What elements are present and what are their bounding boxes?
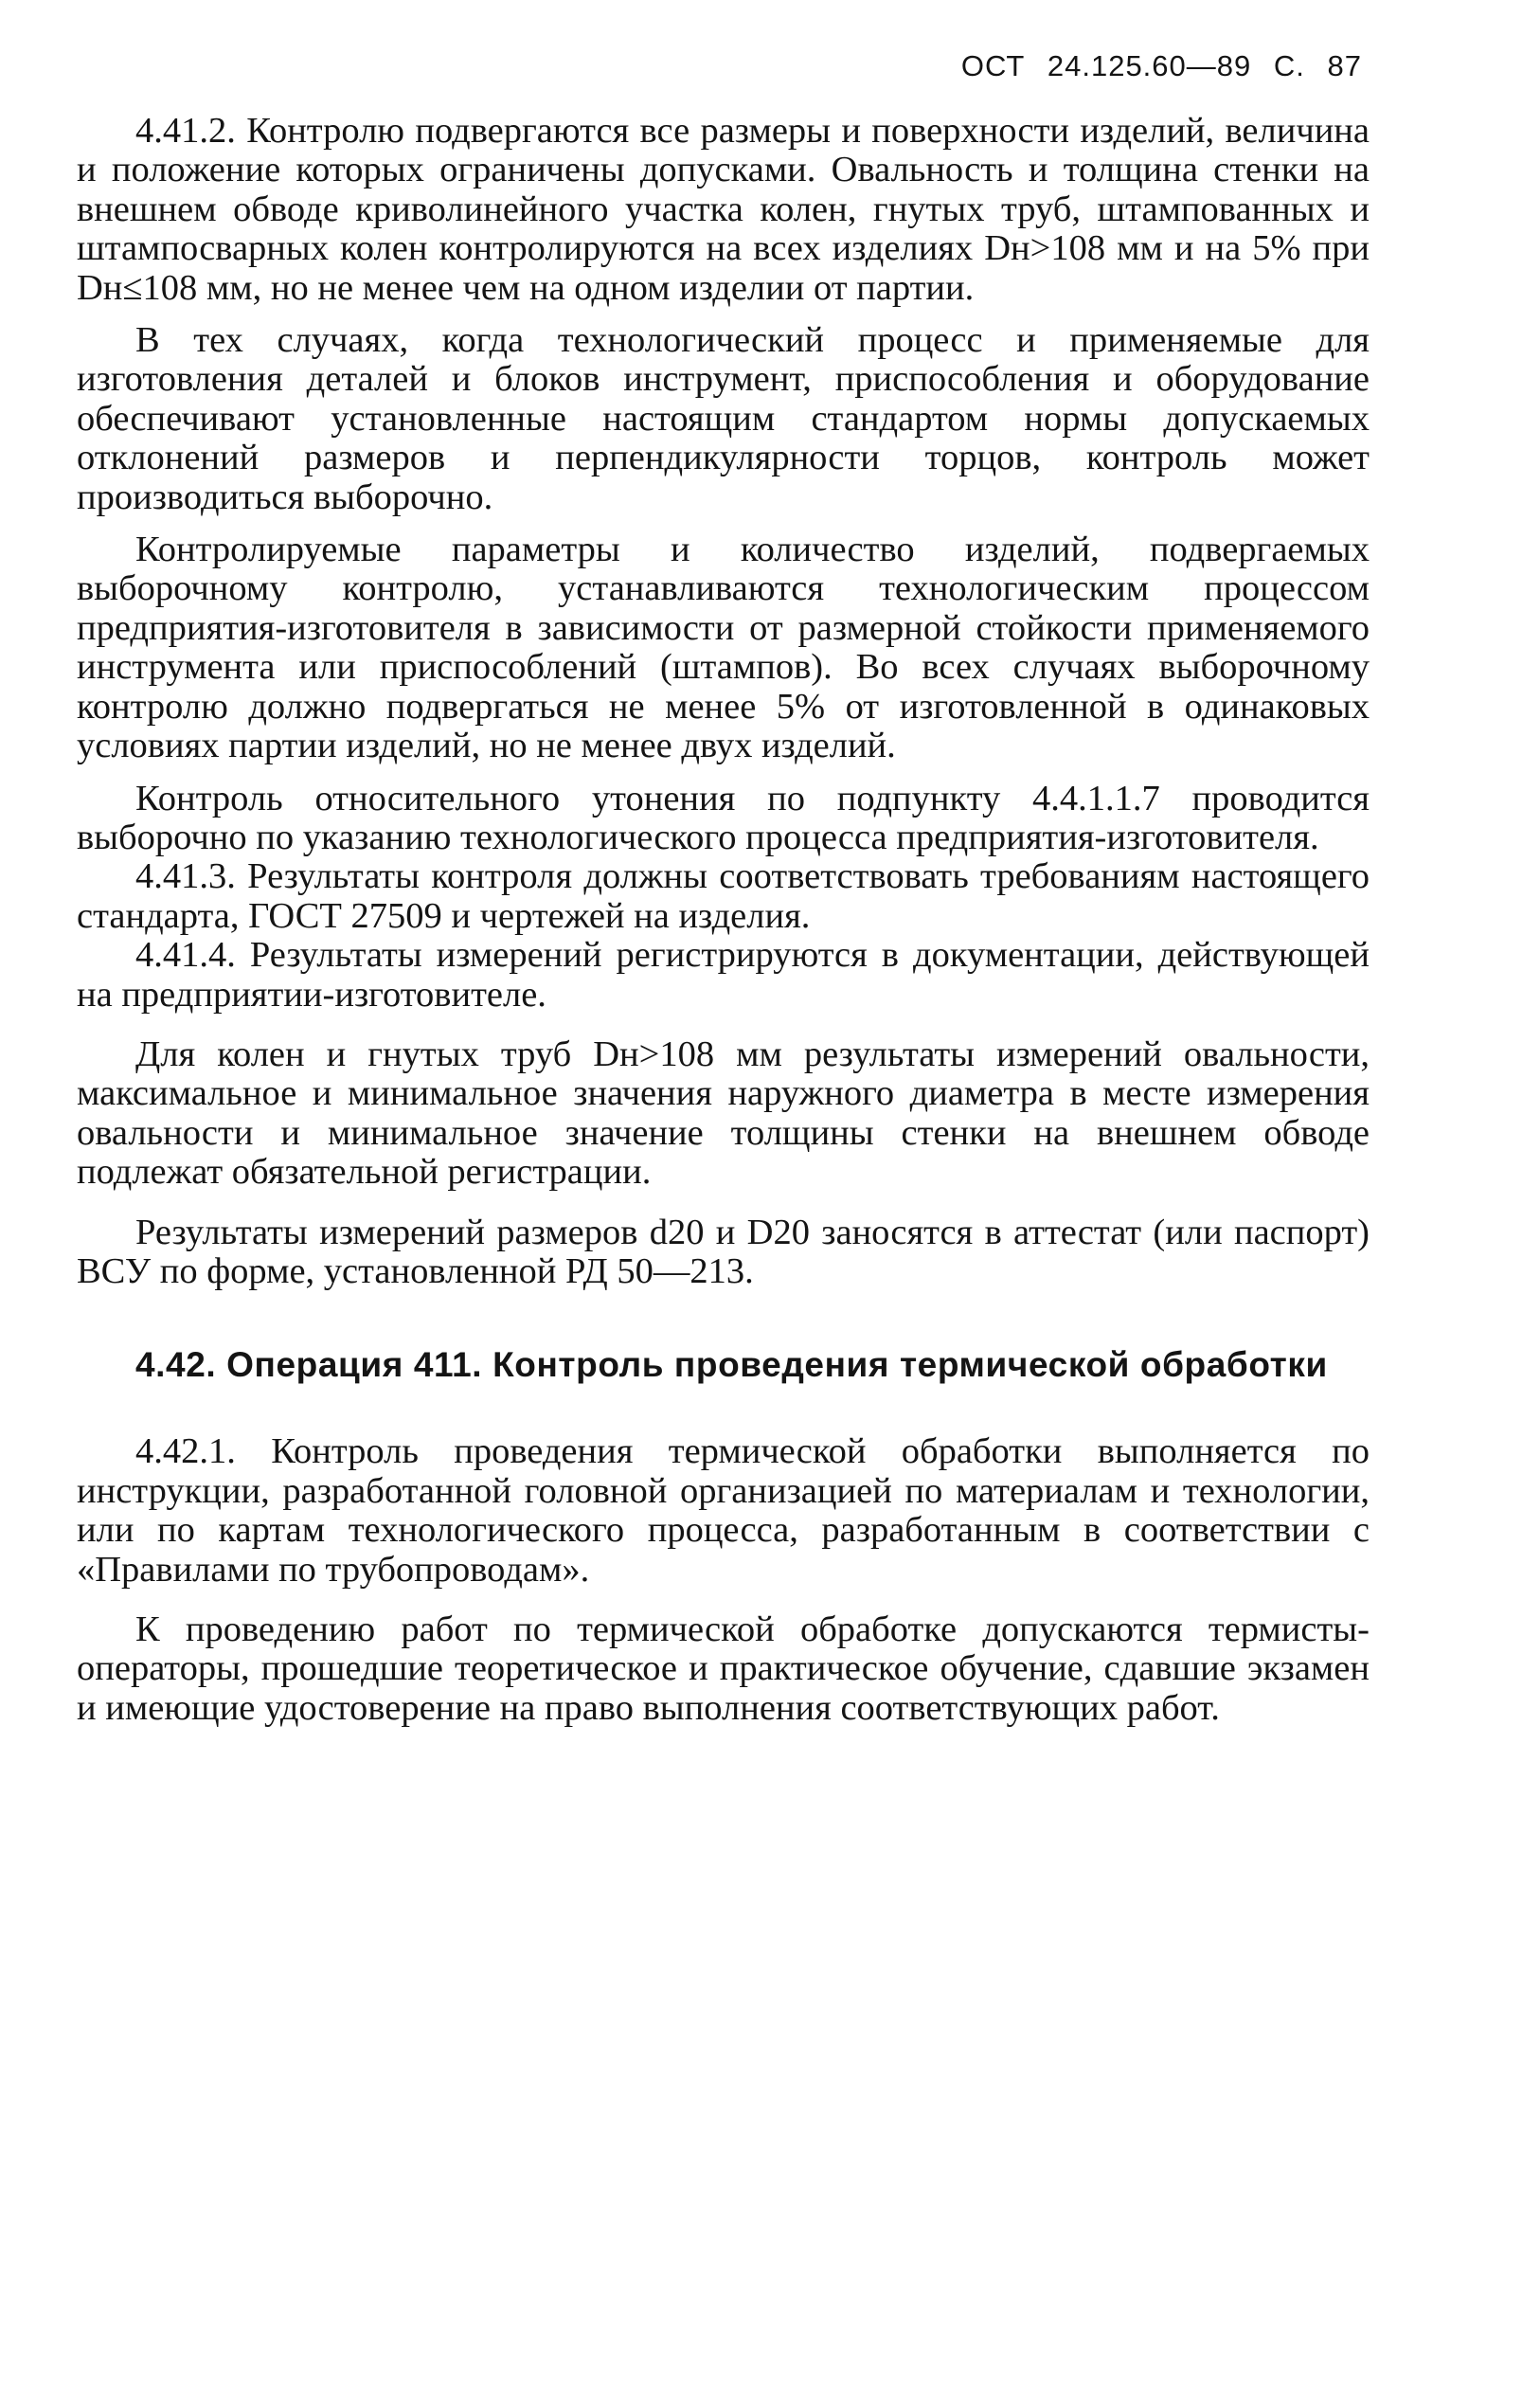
document-body bbox=[77, 112, 1370, 1728]
paragraph-selective-control: В тех случаях, когда технологический процесс и применяемые для изготовления деталей и блоков инструмент, приспособления и оборудование обеспечивают установленные настоящим стандартом нормы допускаемых отклонений размеров и перпендикулярности торцов, контроль может производиться выборочно. bbox=[77, 320, 1370, 517]
section-heading-4-42: 4.42. Операция 411. Контроль проведения термической обработки bbox=[135, 1345, 1328, 1385]
paragraph-4-41-2: 4.41.2. Контролю подвергаются все размеры и поверхности изделий, величина и положение которых ограничены допусками. Овальность и толщина стенки на внешнем обводе криволинейного участка колен, гнутых труб, штампованных и штампосварных колен контролируются на всех изделиях Dн>108 мм и на 5% при Dн≤108 мм, но не менее чем на одном изделии от партии. bbox=[77, 111, 1370, 308]
paragraph-certificate: Результаты измерений размеров d20 и D20 заносятся в аттестат (или паспорт) ВСУ по форме, установленной РД 50—213. bbox=[77, 1212, 1370, 1291]
page-number: С. 87 bbox=[1273, 49, 1362, 82]
paragraph-registration: Для колен и гнутых труб Dн>108 мм результаты измерений овальности, максимальное и минимальное значения наружного диаметра в месте измерения овальности и минимальное значение толщины стенки на внешнем обводе подлежат обязательной регистрации. bbox=[77, 1034, 1370, 1193]
paragraph-controlled-parameters: Контролируемые параметры и количество изделий, подвергаемых выборочному контролю, устанавливаются технологическим процессом предприятия-изготовителя в зависимости от размерной стойкости применяемого инструмента или приспособлений (штампов). Во всех случаях выборочному контролю должно подвергаться не менее 5% от изготовленной в одинаковых условиях партии изделий, но не менее двух изделий. bbox=[77, 530, 1370, 766]
paragraph-thinning-control: Контроль относительного утонения по подпункту 4.4.1.1.7 проводится выборочно по указанию технологического процесса предприятия-изготовителя. bbox=[77, 778, 1370, 857]
paragraph-4-41-4: 4.41.4. Результаты измерений регистрируются в документации, действующей на предприятии-изготовителе. bbox=[77, 935, 1370, 1015]
paragraph-operators: К проведению работ по термической обработке допускаются термисты-операторы, прошедшие теоретическое и практическое обучение, сдавшие экзамен и имеющие удостоверение на право выполнения соответствующих работ. bbox=[77, 1609, 1370, 1728]
standard-code: ОСТ 24.125.60—89 bbox=[960, 49, 1252, 82]
paragraph-4-41-3: 4.41.3. Результаты контроля должны соответствовать требованиям настоящего стандарта, ГОСТ 27509 и чертежей на изделия. bbox=[77, 856, 1370, 936]
running-header bbox=[961, 49, 1362, 83]
paragraph-4-42-1: 4.42.1. Контроль проведения термической обработки выполняется по инструкции, разработанной головной организацией по материалам и технологии, или по картам технологического процесса, разработанным в соответствии с «Правилами по трубопроводам». bbox=[77, 1431, 1370, 1590]
